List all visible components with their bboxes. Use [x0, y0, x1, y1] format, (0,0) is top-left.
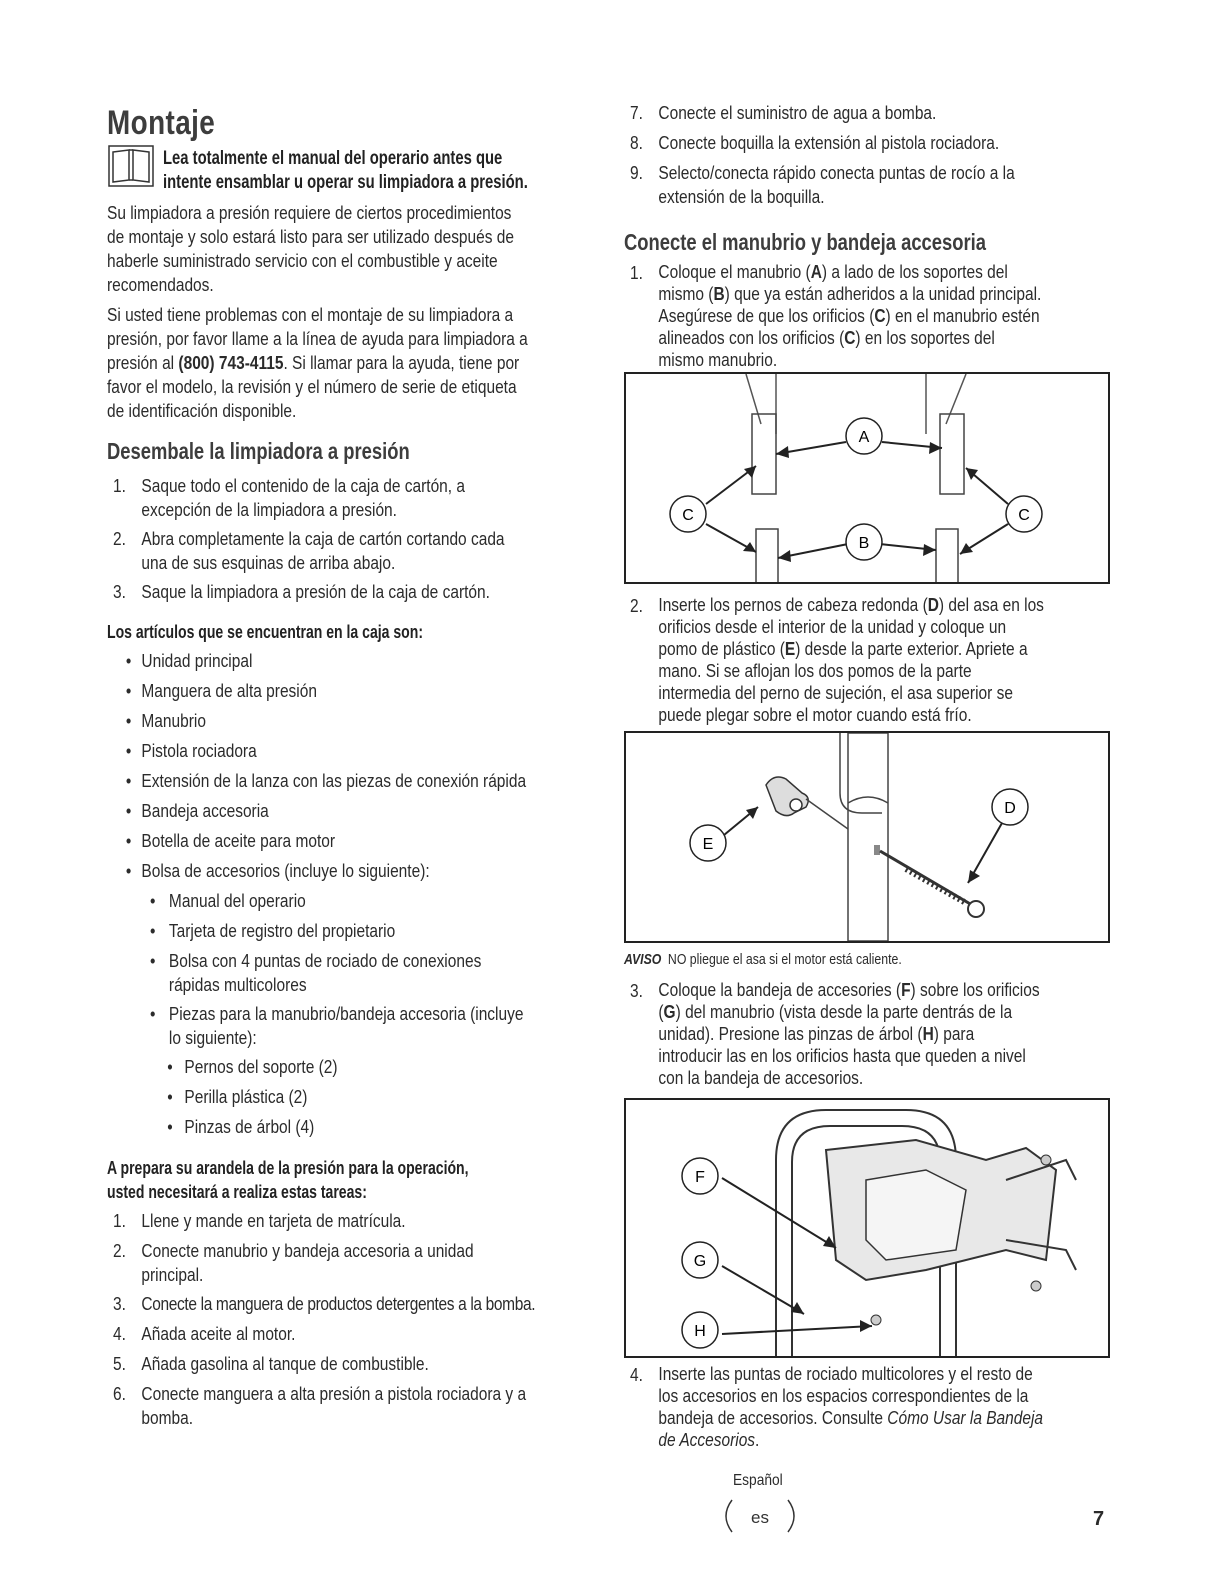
prepare-step: 7. Conecte el suministro de agua a bomba. — [630, 103, 937, 123]
prepare-step: 4. Añada aceite al motor. — [113, 1324, 296, 1344]
handle-heading: Conecte el manubrio y bandeja accesoria — [624, 229, 986, 255]
figure-knob-bolt — [624, 731, 1110, 943]
svg-text:H: H — [694, 1323, 706, 1340]
unpack-step-3: 3. Saque la limpiadora a presión de la caja de cartón. — [113, 582, 490, 602]
handle-step-3: 3. Coloque la bandeja de accesories (F) sobre los orificios (G) del manubrio (vista desde la parte dentrás de la unidad). Presione las pinzas de árbol (H) para introducir las en los orificios hasta que queden a nivel con la bandeja de accesorios. — [630, 980, 1040, 1088]
list-item: • Bolsa de accesorios (incluye lo siguiente): — [125, 861, 430, 881]
list-item: • Unidad principal — [125, 651, 253, 671]
page-number: 7 — [1093, 1508, 1105, 1530]
sub-list-item: • Bolsa con 4 puntas de rociado de conexiones rápidas multicolores — [150, 951, 482, 995]
unpack-heading: Desembale la limpiadora a presión — [107, 438, 410, 464]
prepare-step: 1. Llene y mande en tarjeta de matrícula. — [113, 1211, 406, 1231]
contents-heading: Los artículos que se encuentran en la caja son: — [107, 622, 423, 642]
svg-text:F: F — [695, 1169, 705, 1186]
unpack-step-2: 2. Abra completamente la caja de cartón cortando cada una de sus esquinas de arriba abajo. — [113, 529, 505, 573]
notice — [624, 951, 902, 968]
svg-text:D: D — [1004, 800, 1016, 817]
handle-step-4: 4. Inserte las puntas de rociado multicolores y el resto de los accesorios en los espacios correspondientes de la bandeja de accesorios. Consulte Cómo Usar la Bandeja de Accesorios. — [630, 1364, 1044, 1450]
notice-label: AVISO — [624, 951, 662, 968]
prepare-step: 5. Añada gasolina al tanque de combustible. — [113, 1354, 429, 1374]
sub-list-item: • Tarjeta de registro del propietario — [150, 921, 396, 941]
sub-list-item: • Piezas para la manubrio/bandeja accesoria (incluye lo siguiente): — [150, 1004, 524, 1048]
sub-sub-list-item: • Pinzas de árbol (4) — [167, 1117, 315, 1137]
list-item: • Botella de aceite para motor — [125, 831, 336, 851]
prepare-step: 8. Conecte boquilla la extensión al pistola rociadora. — [630, 133, 1000, 153]
contents-list — [107, 649, 526, 1145]
svg-text:C: C — [682, 507, 694, 524]
manual-book-icon — [107, 144, 155, 188]
read-manual-line-2: intente ensamblar u operar su limpiadora a presión. — [163, 172, 528, 193]
helpline-phone: (800) 743-4115 — [178, 353, 284, 373]
list-item: • Bandeja accesoria — [125, 801, 269, 821]
list-item: • Manguera de alta presión — [125, 681, 317, 701]
list-item: • Manubrio — [125, 711, 206, 731]
prepare-step: 3. Conecte la manguera de productos detergentes a la bomba. — [113, 1294, 536, 1314]
prepare-step: 2. Conecte manubrio y bandeja accesoria a unidad principal. — [113, 1241, 474, 1285]
prepare-step: 9. Selecto/conecta rápido conecta puntas de rocío a la extensión de la boquilla. — [630, 163, 1015, 207]
figure-accessory-tray — [624, 1098, 1110, 1358]
prepare-heading-line-2: usted necesitará a realiza estas tareas: — [107, 1182, 367, 1202]
footer-language: Español — [733, 1472, 783, 1489]
unpack-step-1: 1. Saque todo el contenido de la caja de cartón, a excepción de la limpiadora a presión. — [113, 476, 466, 520]
svg-text:G: G — [693, 1253, 707, 1270]
handle-step-1: 1. Coloque el manubrio (A) a lado de los soportes del mismo (B) que ya están adheridos a la unidad principal. Asegúrese de que los orificios (C) en el manubrio estén alineados con los orificios (C) en los soportes del mismo manubrio. — [630, 262, 1042, 370]
accessory-tray-illustration — [626, 1100, 1108, 1356]
intro-paragraph-2: Si usted tiene problemas con el montaje de su limpiadora a presión, por favor llame a la línea de ayuda para limpiadora a presión al (800) 743-4115. Si llamar para la ayuda, tiene por favor el modelo, la revisión y el número de serie de etiqueta de identificación disponible. — [107, 305, 528, 421]
svg-text:B: B — [858, 535, 870, 552]
handle-step-2: 2. Inserte los pernos de cabeza redonda (D) del asa en los orificios desde el interior de la unidad y coloque un pomo de plástico (E) desde la parte exterior. Apriete a mano. Si se aflojan los dos pomos de la parte intermedia del perno de sujeción, el asa superior se puede plegar sobre el motor cuando está frío. — [630, 595, 1044, 725]
sub-sub-list-item: • Perilla plástica (2) — [167, 1087, 308, 1107]
page-title: Montaje — [107, 104, 216, 142]
knob-bolt-illustration — [626, 733, 1108, 941]
prepare-step: 6. Conecte manguera a alta presión a pistola rociadora y a bomba. — [113, 1384, 527, 1428]
figure-handle-alignment — [624, 372, 1110, 584]
language-badge — [718, 1496, 802, 1536]
handle-alignment-illustration — [626, 374, 1108, 582]
sub-sub-list-item: • Pernos del soporte (2) — [167, 1057, 338, 1077]
svg-text:E: E — [702, 836, 714, 853]
intro-paragraph-1: Su limpiadora a presión requiere de ciertos procedimientos de montaje y solo estará listo para ser utilizado después de haberle suministrado servicio con el combustible y aceite recomendados. — [107, 203, 515, 295]
svg-text:A: A — [858, 429, 870, 446]
prepare-steps — [107, 1209, 535, 1435]
list-item: • Pistola rociadora — [125, 741, 257, 761]
list-item: • Extensión de la lanza con las piezas de conexión rápida — [125, 771, 527, 791]
prepare-steps-continued — [624, 101, 1015, 214]
read-manual-line-1: Lea totalmente el manual del operario antes que — [163, 148, 503, 169]
svg-text:C: C — [1018, 507, 1030, 524]
svg-text:es: es — [751, 1508, 769, 1527]
sub-list-item: • Manual del operario — [150, 891, 306, 911]
prepare-heading-line-1: A prepara su arandela de la presión para la operación, — [107, 1158, 469, 1178]
notice-text: NO pliegue el asa si el motor está caliente. — [667, 951, 902, 968]
